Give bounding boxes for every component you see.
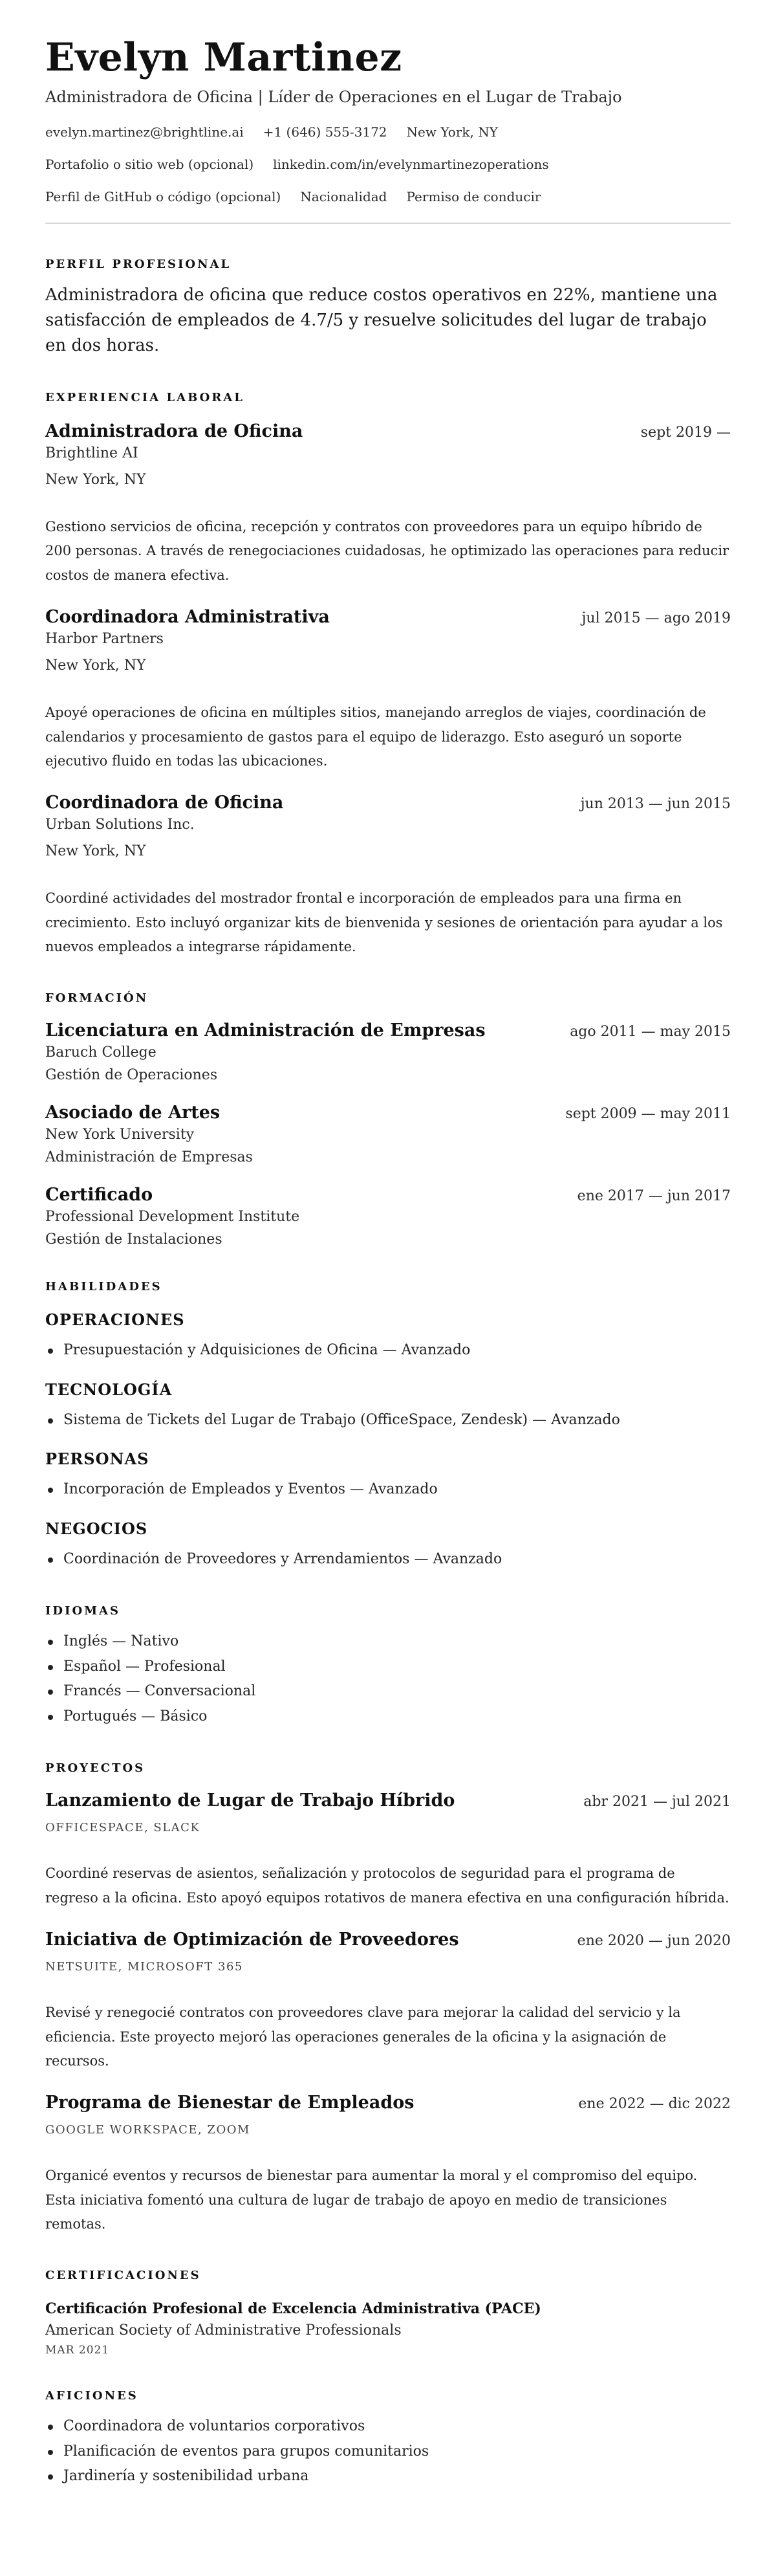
candidate-name: Evelyn Martinez [45,35,402,80]
skills-heading: HABILIDADES [45,1280,162,1294]
project-tech: GOOGLE WORKSPACE, ZOOM [45,2123,250,2137]
hobby-item: Coordinadora de voluntarios corporativos [45,2414,731,2439]
contact-row-3 [45,189,731,204]
degree-dates: ene 2017 — jun 2017 [577,1188,731,1205]
language-item: Portugués — Básico [45,1704,731,1730]
degree-field: Gestión de Operaciones [45,1067,218,1084]
skill-item: Presupuestación y Adquisiciones de Oficina — Avanzado [45,1338,731,1363]
degree-title: Certificado [45,1185,153,1205]
degree-dates: sept 2009 — may 2011 [565,1106,731,1123]
job-description: Gestiono servicios de oficina, recepción y contratos con proveedores para un equipo híbrido de 200 personas. A través de renegociaciones cuidadosas, he optimizado las operaciones para reducir costos de manera efectiva. [45,519,729,583]
project-dates: ene 2020 — jun 2020 [577,1933,731,1950]
resume-header [45,36,731,204]
job-title: Administradora de Oficina [45,421,303,441]
skill-item: Incorporación de Empleados y Eventos — Avanzado [45,1477,731,1503]
degree-field: Gestión de Instalaciones [45,1231,222,1248]
language-item: Inglés — Nativo [45,1629,731,1655]
hobbies-list [45,2414,731,2489]
github-link[interactable]: Perfil de GitHub o código (opcional) [45,189,281,204]
skill-group [45,1519,731,1572]
header-divider [45,223,731,224]
portfolio-link[interactable]: Portafolio o sitio web (opcional) [45,157,254,172]
license-text: Permiso de conducir [406,189,541,204]
school-name: New York University [45,1127,195,1143]
project-item [45,1790,731,1910]
job-company: Brightline AI [45,445,138,461]
skill-item: Sistema de Tickets del Lugar de Trabajo (OfficeSpace, Zendesk) — Avanzado [45,1408,731,1433]
job-dates: sept 2019 — [640,424,731,441]
job-dates: jun 2013 — jun 2015 [580,796,731,813]
languages-list [45,1629,731,1729]
location-text: New York, NY [406,124,498,140]
skill-item: Coordinación de Proveedores y Arrendamientos — Avanzado [45,1547,731,1572]
language-item: Español — Profesional [45,1655,731,1680]
candidate-headline: Administradora de Oficina | Líder de Operaciones en el Lugar de Trabajo [45,88,622,106]
project-description: Coordiné reservas de asientos, señalización y protocolos de seguridad para el programa de regreso a la oficina. Esto apoyó equipos rotativos de manera efectiva en una configuración híbrida. [45,1866,729,1906]
phone-text: +1 (646) 555-3172 [263,124,387,140]
job-description: Apoyé operaciones de oficina en múltiples sitios, manejando arreglos de viajes, coordinación de calendarios y procesamiento de gastos para el equipo de liderazgo. Esto aseguró un soporte ejecutivo fluido en todas las ubicaciones. [45,705,706,769]
skills-list [45,1310,731,1572]
skill-group [45,1380,731,1433]
certification-date: MAR 2021 [45,2344,110,2357]
education-list [45,1020,731,1248]
languages-heading: IDIOMAS [45,1604,121,1618]
degree-field: Administración de Empresas [45,1149,253,1166]
summary-heading: PERFIL PROFESIONAL [45,258,232,271]
job-location: New York, NY [45,843,146,860]
school-name: Baruch College [45,1044,156,1061]
certification-name: Certificación Profesional de Excelencia Administrativa (PACE) [45,2300,541,2318]
skill-group-title: OPERACIONES [45,1310,185,1330]
nationality-text: Nacionalidad [300,189,387,204]
projects-list [45,1790,731,2236]
project-title: Iniciativa de Optimización de Proveedores [45,1930,459,1950]
contact-row-1 [45,124,731,140]
education-heading: FORMACIÓN [45,991,149,1006]
project-item [45,2093,731,2236]
job-company: Urban Solutions Inc. [45,817,195,833]
education-item [45,1103,731,1165]
degree-title: Licenciatura en Administración de Empresas [45,1020,486,1041]
experience-item [45,793,731,959]
job-location: New York, NY [45,472,146,488]
project-dates: ene 2022 — dic 2022 [578,2096,731,2113]
skill-group-title: TECNOLOGÍA [45,1380,173,1399]
job-dates: jul 2015 — ago 2019 [581,610,731,627]
hobbies-heading: AFICIONES [45,2389,138,2403]
experience-list [45,421,731,959]
project-description: Revisé y renegocié contratos con proveedores clave para mejorar la calidad del servicio y la eficiencia. Este proyecto mejoró las operaciones generales de la oficina y la asignación de recursos. [45,2005,681,2069]
degree-title: Asociado de Artes [45,1103,221,1123]
certification-item [45,2300,731,2357]
project-title: Lanzamiento de Lugar de Trabajo Híbrido [45,1790,455,1811]
project-tech: OFFICESPACE, SLACK [45,1821,200,1835]
hobby-item: Jardinería y sostenibilidad urbana [45,2464,731,2489]
project-tech: NETSUITE, MICROSOFT 365 [45,1960,243,1974]
job-location: New York, NY [45,657,146,674]
email-link[interactable]: evelyn.martinez@brightline.ai [45,124,244,140]
projects-heading: PROYECTOS [45,1761,146,1776]
education-item [45,1185,731,1248]
project-description: Organicé eventos y recursos de bienestar para aumentar la moral y el compromiso del equipo. Esta iniciativa fomentó una cultura de lugar de trabajo de apoyo en medio de transiciones remotas. [45,2168,698,2232]
school-name: Professional Development Institute [45,1209,300,1226]
language-item: Francés — Conversacional [45,1679,731,1704]
linkedin-link[interactable]: linkedin.com/in/evelynmartinezoperations [273,157,549,172]
summary-text: Administradora de oficina que reduce costos operativos en 22%, mantiene una satisfacción de empleados de 4.7/5 y resuelve solicitudes del lugar de trabajo en dos horas. [45,285,718,355]
hobby-item: Planificación de eventos para grupos comunitarios [45,2439,731,2465]
job-title: Coordinadora de Oficina [45,793,284,813]
skill-group [45,1310,731,1363]
experience-item [45,421,731,588]
education-item [45,1020,731,1083]
project-title: Programa de Bienestar de Empleados [45,2093,415,2113]
job-description: Coordiné actividades del mostrador frontal e incorporación de empleados para una firma en crecimiento. Esto incluyó organizar kits de bienvenida y sesiones de orientación para ayudar a los nuevos empleados a integrarse rápidamente. [45,890,723,954]
contact-row-2 [45,157,731,172]
skill-group-title: NEGOCIOS [45,1519,148,1538]
job-title: Coordinadora Administrativa [45,607,330,628]
job-company: Harbor Partners [45,631,164,648]
project-item [45,1930,731,2073]
project-dates: abr 2021 — jul 2021 [583,1794,731,1811]
skill-group [45,1449,731,1503]
degree-dates: ago 2011 — may 2015 [570,1024,731,1040]
experience-item [45,607,731,773]
certifications-heading: CERTIFICACIONES [45,2269,201,2283]
certification-issuer: American Society of Administrative Professionals [45,2322,402,2339]
experience-heading: EXPERIENCIA LABORAL [45,391,244,404]
skill-group-title: PERSONAS [45,1449,149,1469]
